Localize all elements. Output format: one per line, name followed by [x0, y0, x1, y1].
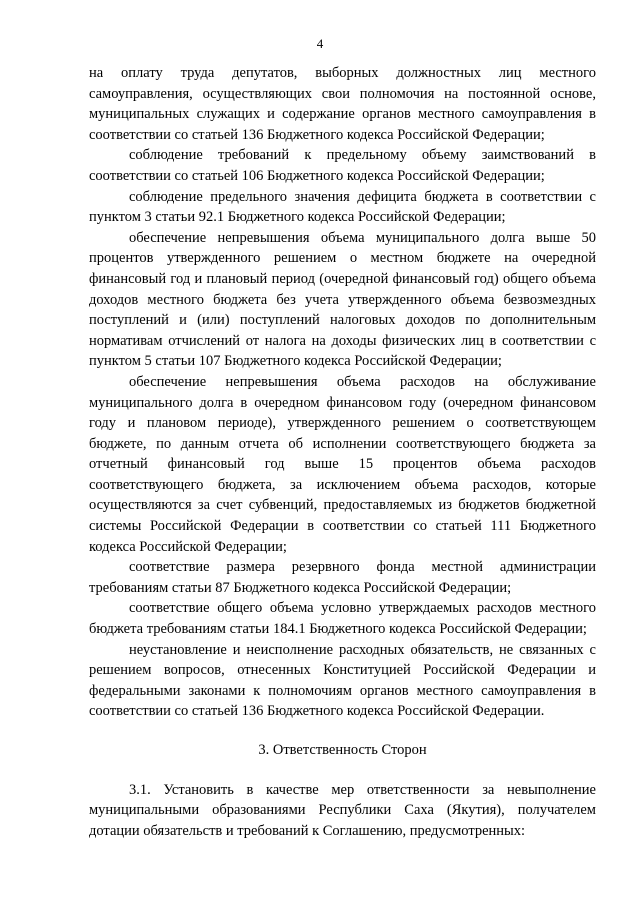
paragraph: неустановление и неисполнение расходных обязательств, не связанных с решением вопросов, отнесенных Конституцией Российской Федерации и федеральными законами к полномочиям органов местного самоуправления в соответствии со статьей 136 Бюджетного кодекса Российской Федерации. — [89, 641, 596, 720]
spacer — [89, 722, 596, 740]
paragraph: соблюдение требований к предельному объему заимствований в соответствии со статьей 106 Бюджетного кодекса Российской Федерации; — [89, 147, 596, 184]
paragraph: обеспечение непревышения объема муниципального долга выше 50 процентов утвержденного решением о местном бюджете на очередной финансовый год и плановый период (очередной финансовый год) общего объема доходов местного бюджета без учета утвержденного объема безвозмездных поступлений и (или) поступлений налоговых доходов по дополнительным нормативам отчислений от налога на доходы физических лиц в соответствии с пунктом 5 статьи 107 Бюджетного кодекса Российской Федерации; — [89, 229, 596, 370]
paragraph: соблюдение предельного значения дефицита бюджета в соответствии с пунктом 3 статьи 92.1 Бюджетного кодекса Российской Федерации; — [89, 188, 596, 226]
paragraph: соответствие размера резервного фонда местной администрации требованиям статьи 87 Бюджетного кодекса Российской Федерации; — [89, 559, 596, 596]
paragraph: соответствие общего объема условно утверждаемых расходов местного бюджета требованиям статьи 184.1 Бюджетного кодекса Российской Федерации; — [89, 600, 596, 638]
paragraph: обеспечение непревышения объема расходов на обслуживание муниципального долга в очередном финансовом году (очередном финансовом году и плановом периоде), утвержденного решением о соответствующем бюджете, по данным отчета об исполнении соответствующего бюджета за отчетный финансовый год выше 15 процентов объема расходов соответствующего бюджета, за исключением объема расходов, которые осуществляются за счет субвенций, предоставляемых из бюджетов бюджетной системы Российской Федерации в соответствии со статьей 111 Бюджетного кодекса Российской Федерации; — [89, 373, 596, 555]
page-number: 4 — [316, 36, 324, 51]
paragraph-continuation: на оплату труда депутатов, выборных должностных лиц местного самоуправления, осуществляющих свои полномочия на постоянной основе, муниципальных служащих и содержание органов местного самоуправления в соответствии со статьей 136 Бюджетного кодекса Российской Федерации; — [89, 65, 596, 143]
section-heading: 3. Ответственность Сторон — [258, 742, 427, 758]
spacer — [89, 761, 596, 780]
document-body — [89, 63, 596, 841]
paragraph: 3.1. Установить в качестве мер ответственности за невыполнение муниципальными образованиями Республики Саха (Якутия), получателем дотации обязательств и требований к Соглашению, предусмотренных: — [89, 781, 596, 839]
